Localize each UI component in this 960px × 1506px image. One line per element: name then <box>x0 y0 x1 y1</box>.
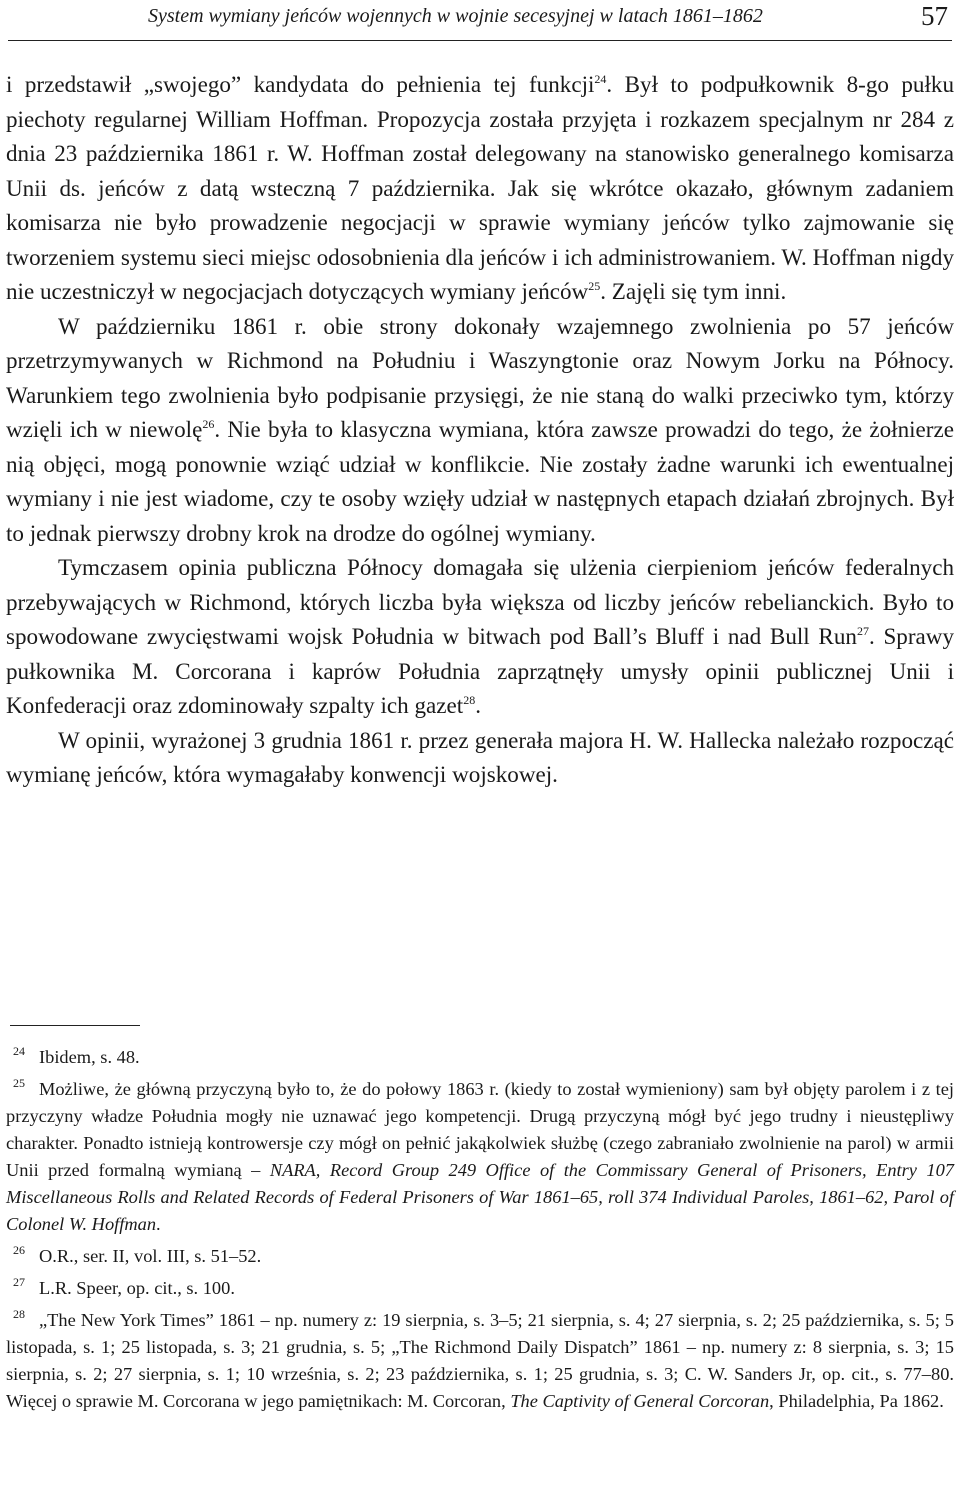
page-number: 57 <box>921 1 948 31</box>
footnote-number: 26 <box>13 1243 25 1257</box>
paragraph-3-text-c: . <box>475 692 481 718</box>
footnote-ref-25: 25 <box>588 279 601 293</box>
footnote-ref-24: 24 <box>594 72 607 86</box>
footnote-number: 25 <box>13 1076 25 1090</box>
footnotes <box>6 1044 954 1420</box>
paragraph-2-text-a: W październiku 1861 r. obie strony dokonały wzajemnego zwolnienia po 57 jeńców przetrzymywanych w Richmond na Południu i Waszyngtonie oraz Nowym Jorku na Północy. Warunkiem tego zwolnienia było podpisanie przysięgi, że nie staną do walki przeciwko tym, którzy wzięli ich w niewolę <box>6 312 954 442</box>
footnote-number: 27 <box>13 1275 25 1289</box>
footnote-source-italic: NARA, Record Group 249 Office of the Commissary General of Prisoners, Entry 107 Miscellaneous Rolls and Related Records of Federal Prisoners of War 1861–65, roll 374 Individual Paroles, 1861–62, Parol of Colonel W. Hoffman <box>6 1160 954 1234</box>
footnote-26 <box>6 1243 954 1270</box>
footnote-text: „The New York Times” 1861 – np. numery z: 19 sierpnia, s. 3–5; 21 sierpnia, s. 4; 27 sierpnia, s. 2; 25 października, s. 5; 5 listopada, s. 1; 25 listopada, s. 3; 21 grudnia, s. 5; „The Richmond Daily Dispatch” 1861 – np. numery z: 8 sierpnia, s. 3; 15 sierpnia, s. 2; 27 sierpnia, s. 1; 10 września, s. 2; 23 października, s. 1; 25 grudnia, s. 3; C. W. Sanders Jr, op. cit., s. 77–80. Więcej o sprawie M. Corcorana w jego pamiętnikach: M. Corcoran, <box>6 1310 954 1411</box>
footnote-25 <box>6 1076 954 1238</box>
footnote-number: 28 <box>13 1307 25 1321</box>
footnote-24 <box>6 1044 954 1071</box>
paragraph-1-text-c: . Zajęli się tym inni. <box>600 278 787 304</box>
running-title: System wymiany jeńców wojennych w wojnie secesyjnej w latach 1861–1862 <box>148 5 763 27</box>
footnote-source-italic: The Captivity of General Corcoran <box>510 1391 770 1411</box>
footnote-text: O.R., ser. II, vol. III, s. 51–52. <box>39 1246 262 1266</box>
paragraph-3-text-a: Tymczasem opinia publiczna Północy domagała się ulżenia cierpieniom jeńców federalnych przebywających w Richmond, których liczba była większa od liczby jeńców rebelianckich. Było to spowodowane zwycięstwami wojsk Południa w bitwach pod Ball’s Bluff i nad Bull Run <box>6 554 954 649</box>
paragraph-2 <box>6 309 954 551</box>
running-header <box>8 0 952 41</box>
footnote-text-end: , Philadelphia, Pa 1862. <box>769 1391 944 1411</box>
footnote-text-end: . <box>156 1214 161 1234</box>
footnote-ref-27: 27 <box>856 624 869 638</box>
footnote-ref-28: 28 <box>463 693 476 707</box>
footnote-text: L.R. Speer, op. cit., s. 100. <box>39 1278 235 1298</box>
paragraph-4-text: W opinii, wyrażonej 3 grudnia 1861 r. przez generała majora H. W. Hallecka należało rozpocząć wymianę jeńców, która wymagałaby konwencji wojskowej. <box>6 726 954 787</box>
paragraph-1 <box>6 67 954 309</box>
footnote-ref-26: 26 <box>202 417 215 431</box>
paragraph-2-text-b: . Nie była to klasyczna wymiana, która zawsze prowadzi do tego, że żołnierze nią objęci, mogą ponownie wziąć udział w konflikcie. Nie zostały żadne warunki ich ewentualnej wymiany i nie jest wiadome, czy te osoby wzięły udział w następnych etapach działań zbrojnych. Był to jednak pierwszy drobny krok na drodze do ogólnej wymiany. <box>6 416 954 546</box>
paragraph-3-text-b: . Sprawy pułkownika M. Corcorana i kaprów Południa zaprzątnęły umysły opinii publicznej Unii i Konfederacji oraz zdominowały szpalty ich gazet <box>6 623 954 718</box>
paragraph-4 <box>6 723 954 792</box>
footnote-28 <box>6 1307 954 1415</box>
footnote-text: Ibidem, s. 48. <box>39 1047 140 1067</box>
footnote-27 <box>6 1275 954 1302</box>
footnote-number: 24 <box>13 1044 25 1058</box>
footnote-separator <box>10 1025 140 1026</box>
paragraph-1-text-a: i przedstawił „swojego” kandydata do pełnienia tej funkcji <box>6 71 595 97</box>
footnote-text: Możliwe, że główną przyczyną było to, że do połowy 1863 r. (kiedy to został wymieniony) sam był objęty parolem i z tej przyczyny władze Południa mogły nie uznawać jego kompetencji. Drugą przyczyną mógł być jego trudny i nieustępliwy charakter. Ponadto istnieją kontrowersje czy mógł on pełnić jakąkolwiek służbę (czego zabraniało zwolnienie na parol) w armii Unii przed formalną wymianą – <box>6 1079 954 1180</box>
paragraph-3 <box>6 550 954 723</box>
paragraph-1-text-b: . Był to podpułkownik 8-go pułku piechoty regularnej William Hoffman. Propozycja została przyjęta i rozkazem specjalnym nr 284 z dnia 23 października 1861 r. W. Hoffman został delegowany na stanowisko generalnego komisarza Unii ds. jeńców z datą wsteczną 7 października. Jak się wkrótce okazało, głównym zadaniem komisarza nie było prowadzenie negocjacji w sprawie wymiany jeńców tylko zajmowanie się tworzeniem systemu sieci miejsc odosobnienia dla jeńców i ich administrowaniem. W. Hoffman nigdy nie uczestniczył w negocjacjach dotyczących wymiany jeńców <box>6 71 954 304</box>
main-text <box>6 67 954 792</box>
